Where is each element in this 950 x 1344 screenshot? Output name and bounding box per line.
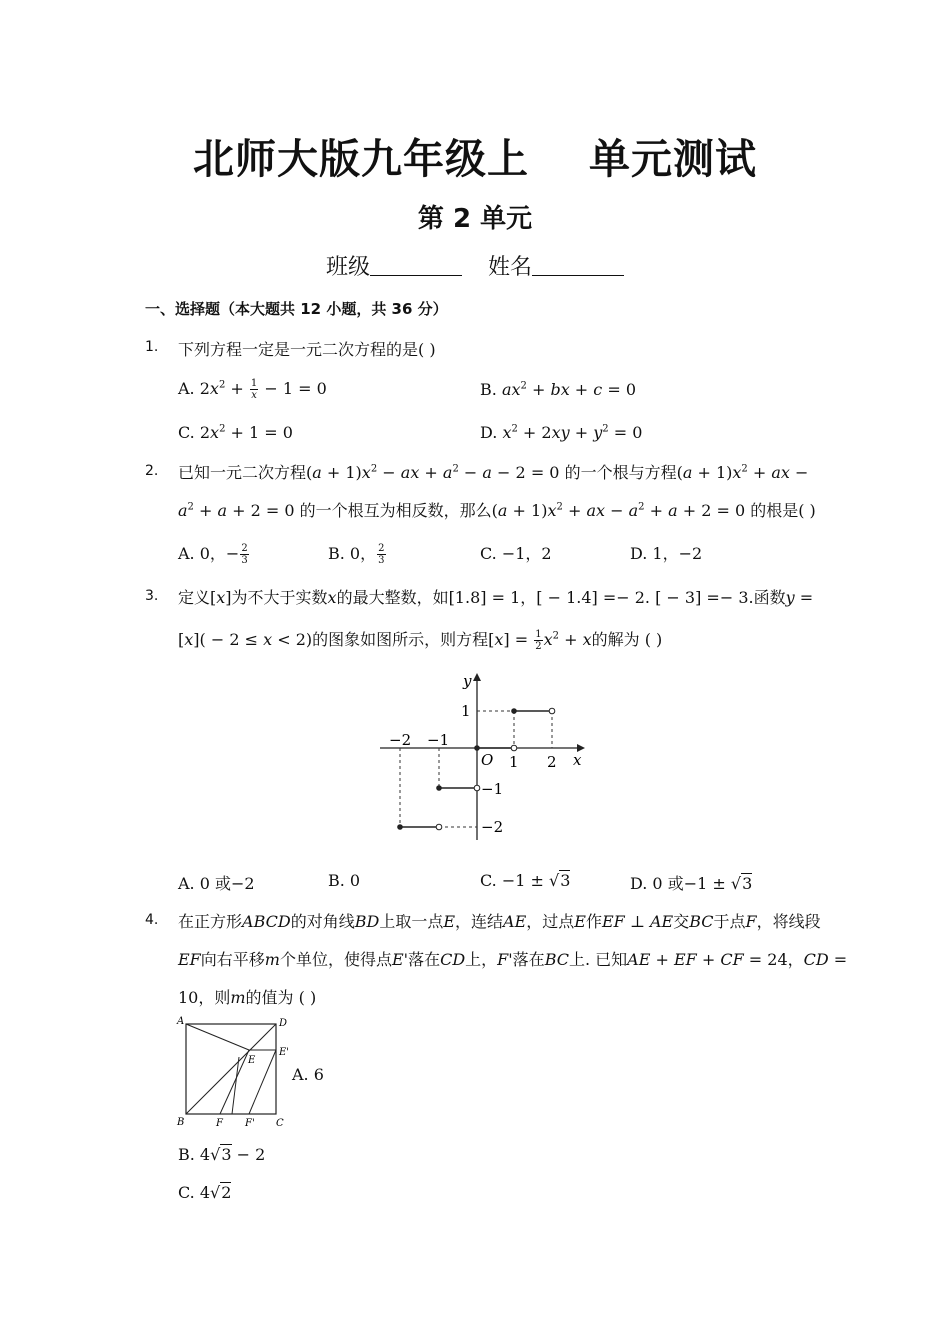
tick-label: −1 bbox=[481, 780, 504, 798]
question-stem: 下列方程一定是一元二次方程的是( ) bbox=[178, 340, 436, 359]
option-d: D. $x^2 + 2xy + y^2 = 0$ bbox=[480, 423, 643, 442]
square-figure bbox=[174, 1012, 294, 1132]
option-a: A. $2x^2$ + $\frac{1}{x}$ − 1 = 0 bbox=[178, 378, 327, 401]
option-a: A. 6 bbox=[292, 1065, 324, 1084]
option-b: B. 0 bbox=[328, 871, 361, 890]
unit-subtitle: 第 2 单元 bbox=[417, 204, 533, 234]
question-number: 4. bbox=[145, 912, 159, 928]
x-axis-label: x bbox=[573, 751, 582, 769]
tick-label: 1 bbox=[509, 753, 519, 771]
option-d: D. 0 或−1 ± √3 bbox=[630, 874, 753, 893]
question-stem-line: 定义[x]为不大于实数x的最大整数，如[1.8] = 1，[ − 1.4] =− 2. [ − 3] =− 3.函数y = bbox=[178, 588, 814, 607]
floor-function-graph bbox=[375, 670, 590, 850]
question-number: 3. bbox=[145, 588, 159, 604]
vertex-label: B bbox=[177, 1117, 185, 1128]
question-stem-line: 在正方形ABCD的对角线BD上取一点E，连结AE，过点E作EF ⊥ AE交BC于点F，将线段 bbox=[178, 912, 821, 931]
name-label: 姓名 bbox=[488, 255, 533, 280]
origin-label: O bbox=[481, 751, 494, 769]
question-number: 1. bbox=[145, 339, 159, 355]
option-b: B. 4√3 − 2 bbox=[178, 1145, 266, 1164]
tick-label: −2 bbox=[389, 731, 412, 749]
vertex-label: A bbox=[177, 1016, 185, 1027]
class-blank[interactable] bbox=[370, 253, 462, 276]
page-title bbox=[0, 126, 950, 185]
tick-label: −1 bbox=[427, 731, 450, 749]
option-d: D. 1，−2 bbox=[630, 544, 703, 563]
point-label: F bbox=[216, 1118, 223, 1129]
question-stem-line: EF向右平移m个单位，使得点E'落在CD上，F'落在BC上. 已知AE + EF + CF = 24，CD = bbox=[178, 950, 848, 969]
question-number: 2. bbox=[145, 463, 159, 479]
option-b: B. 0， $\frac{2}{3}$ bbox=[328, 543, 385, 566]
y-axis-label: y bbox=[463, 672, 472, 690]
point-label: F' bbox=[245, 1118, 255, 1129]
tick-label: 1 bbox=[461, 702, 471, 720]
name-blank[interactable] bbox=[532, 253, 624, 276]
option-c: C. −1 ± √3 bbox=[480, 871, 571, 890]
option-c: C. 4√2 bbox=[178, 1183, 232, 1202]
vertex-label: D bbox=[279, 1018, 288, 1029]
class-name-line bbox=[0, 250, 950, 281]
class-label: 班级 bbox=[325, 255, 370, 280]
section-heading: 一、选择题（本大题共 12 小题，共 36 分） bbox=[145, 300, 448, 318]
vertex-label: C bbox=[276, 1118, 284, 1129]
question-stem-line: 已知一元二次方程$(a + 1)x^2$ − ax + $a^2 - a - 2 = 0$ 的一个根与方程$(a + 1)x^2$ + ax − bbox=[178, 463, 809, 482]
question-stem-line: $a^2 + a + 2 = 0$ 的一个根互为相反数，那么$(a + 1)x^2$ + ax − $a^2 + a + 2 = 0$ 的根是( ) bbox=[178, 501, 816, 520]
tick-label: −2 bbox=[481, 818, 504, 836]
point-label: E' bbox=[279, 1047, 290, 1058]
option-c: C. $2x^2 + 1 = 0$ bbox=[178, 423, 293, 442]
tick-label: 2 bbox=[547, 753, 557, 771]
title-right: 单元测试 bbox=[589, 135, 757, 183]
question-stem-line: 10，则m的值为 ( ) bbox=[178, 988, 317, 1007]
option-c: C. −1，2 bbox=[480, 544, 552, 563]
option-a: A. 0 或−2 bbox=[178, 874, 255, 893]
option-b: B. $ax^2$ + bx + c = 0 bbox=[480, 380, 637, 399]
option-a: A. 0，− $\frac{2}{3}$ bbox=[178, 543, 248, 566]
question-stem-line: [x]( − 2 ≤ x < 2)的图象如图所示，则方程[x] = $\frac{1}{2}$ $x^2 + x$的解为 ( ) bbox=[178, 629, 663, 652]
point-label: E bbox=[248, 1055, 256, 1066]
title-left: 北师大版九年级上 bbox=[193, 135, 529, 183]
